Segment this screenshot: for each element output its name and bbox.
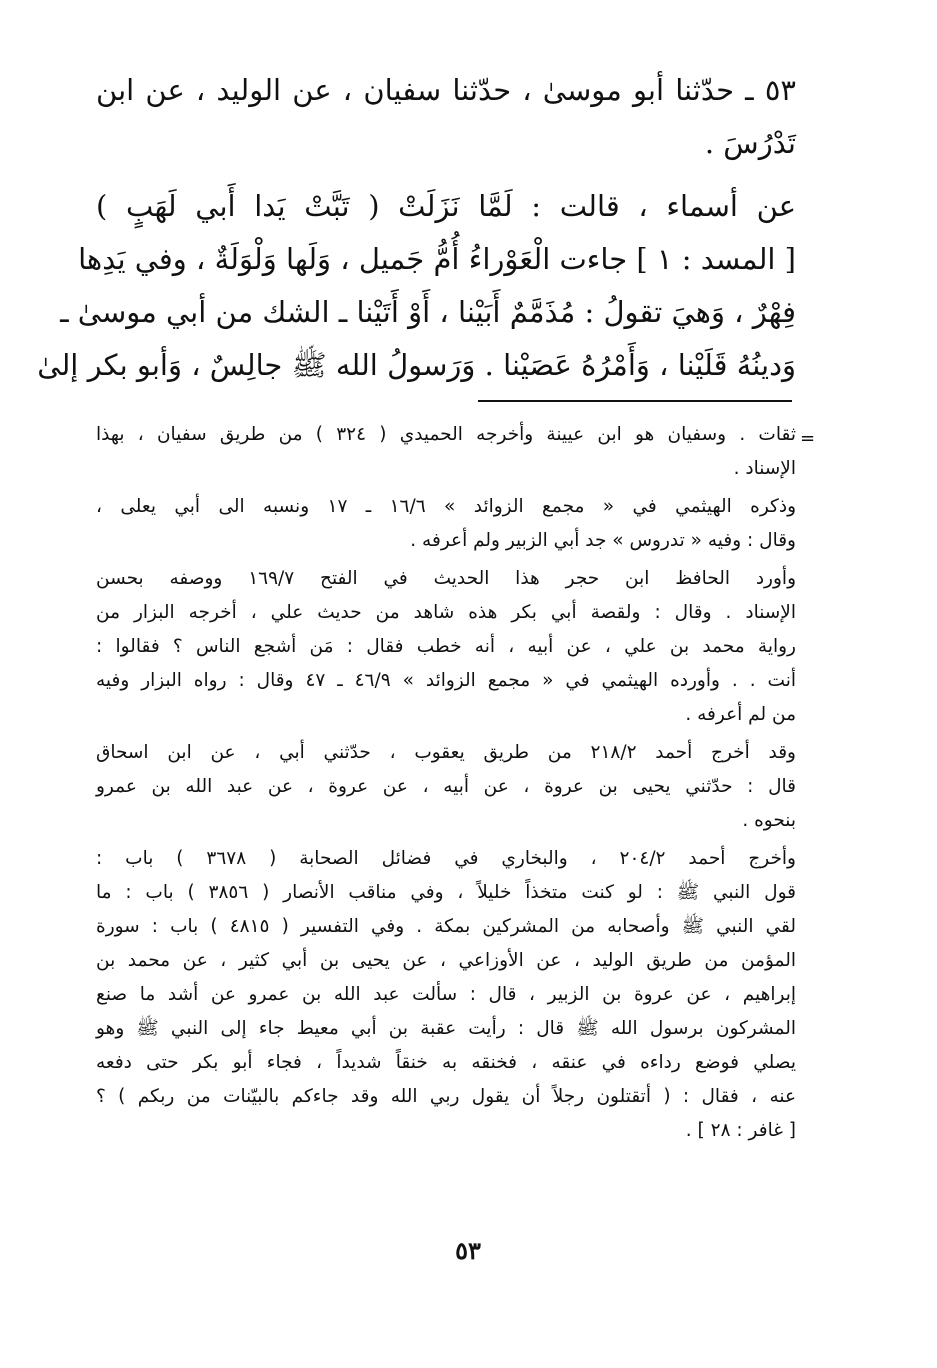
footnote-line: الإسناد . وقال : ولقصة أبي بكر هذه شاهد من حديث علي ، أخرجه البزار من xyxy=(96,602,796,623)
hadith-line: [ المسد : ١ ] جاءت الْعَوْراءُ أُمُّ جَميل ، وَلَها وَلْوَلَةٌ ، وفي يَدِها xyxy=(78,242,796,276)
footnote-line: يصلي فوضع رداءه في عنقه ، فخنقه به خنقاً شديداً ، فجاء أبو بكر حتى دفعه xyxy=(96,1052,796,1073)
footnote-line: [ غافر : ٢٨ ] . xyxy=(685,1120,796,1141)
hadith-line: تَدْرُسَ . xyxy=(704,126,796,160)
footnote-divider xyxy=(478,400,792,402)
footnotes xyxy=(96,418,796,1148)
footnote-line: وقال : وفيه « تدروس » جد أبي الزبير ولم أعرفه . xyxy=(410,530,796,551)
hadith-line: فِهْرٌ ، وَهيَ تقولُ : مُذَمَّمٌ أَبَيْنا ، أَوْ أَتَيْنا ـ الشك من أبي موسىٰ ـ xyxy=(60,295,796,329)
footnote-line: وأورد الحافظ ابن حجر هذا الحديث في الفتح ١٦٩/٧ ووصفه بحسن xyxy=(96,568,797,589)
hadith-line: ٥٣ ـ حدّثنا أبو موسىٰ ، حدّثنا سفيان ، عن الوليد ، عن ابن xyxy=(96,73,796,107)
footnote-line: إبراهيم ، عن عروة بن الزبير ، قال : سألت عبد الله بن عمرو عن أشد ما صنع xyxy=(96,984,796,1005)
hadith-line: وَدينُهُ قَلَيْنا ، وَأَمْرُهُ عَصَيْنا . وَرَسولُ الله ﷺ جالِسٌ ، وَأبو بكر إلىٰ xyxy=(37,348,796,382)
footnote-line: أنت . . وأورده الهيثمي في « مجمع الزوائد » ٤٦/٩ ـ ٤٧ وقال : رواه البزار وفيه xyxy=(96,670,796,691)
footnote-line: قول النبي ﷺ : لو كنت متخذاً خليلاً ، وفي مناقب الأنصار ( ٣٨٥٦ ) باب : ما xyxy=(96,882,796,903)
footnote-line: من لم أعرفه . xyxy=(685,704,796,725)
footnote-line: المؤمن من طريق الوليد ، عن الأوزاعي ، عن يحيى بن أبي كثير ، عن محمد بن xyxy=(96,950,796,971)
continuation-mark: = xyxy=(800,428,816,449)
footnote-line: الإسناد . xyxy=(733,458,796,479)
footnote-line: قال : حدّثني يحيى بن عروة ، عن أبيه ، عن عروة ، عن عبد الله بن عمرو xyxy=(96,776,796,797)
footnote-line: وقد أخرج أحمد ٢١٨/٢ من طريق يعقوب ، حدّثني أبي ، عن ابن اسحاق xyxy=(96,742,796,763)
page-number: ٥٣ xyxy=(455,1236,481,1265)
footnote-line: بنحوه . xyxy=(742,810,796,831)
footnote-line: رواية محمد بن علي ، عن أبيه ، أنه خطب فقال : مَن أشجع الناس ؟ فقالوا : xyxy=(96,636,796,657)
footnote-line: المشركون برسول الله ﷺ قال : رأيت عقبة بن أبي معيط جاء إلى النبي ﷺ وهو xyxy=(96,1018,796,1039)
footnote-line: وأخرج أحمد ٢٠٤/٢ ، والبخاري في فضائل الصحابة ( ٣٦٧٨ ) باب : xyxy=(96,848,796,869)
hadith-text xyxy=(37,64,796,392)
footnote-line: ثقات . وسفيان هو ابن عيينة وأخرجه الحميدي ( ٣٢٤ ) من طريق سفيان ، بهذا xyxy=(96,424,796,445)
footnote-line: لقي النبي ﷺ وأصحابه من المشركين بمكة . وفي التفسير ( ٤٨١٥ ) باب : سورة xyxy=(96,916,796,937)
footnote-line: وذكره الهيثمي في « مجمع الزوائد » ١٦/٦ ـ ١٧ ونسبه الى أبي يعلى ، xyxy=(96,496,797,517)
hadith-line: عن أسماء ، قالت : لَمَّا نَزَلَتْ ( تَبَّتْ يَدا أَبي لَهَبٍ ) xyxy=(96,189,796,223)
footnote-line: عنه ، فقال : ( أتقتلون رجلاً أن يقول ربي الله وقد جاءكم بالبيّنات من ربكم ) ؟ xyxy=(96,1086,796,1107)
